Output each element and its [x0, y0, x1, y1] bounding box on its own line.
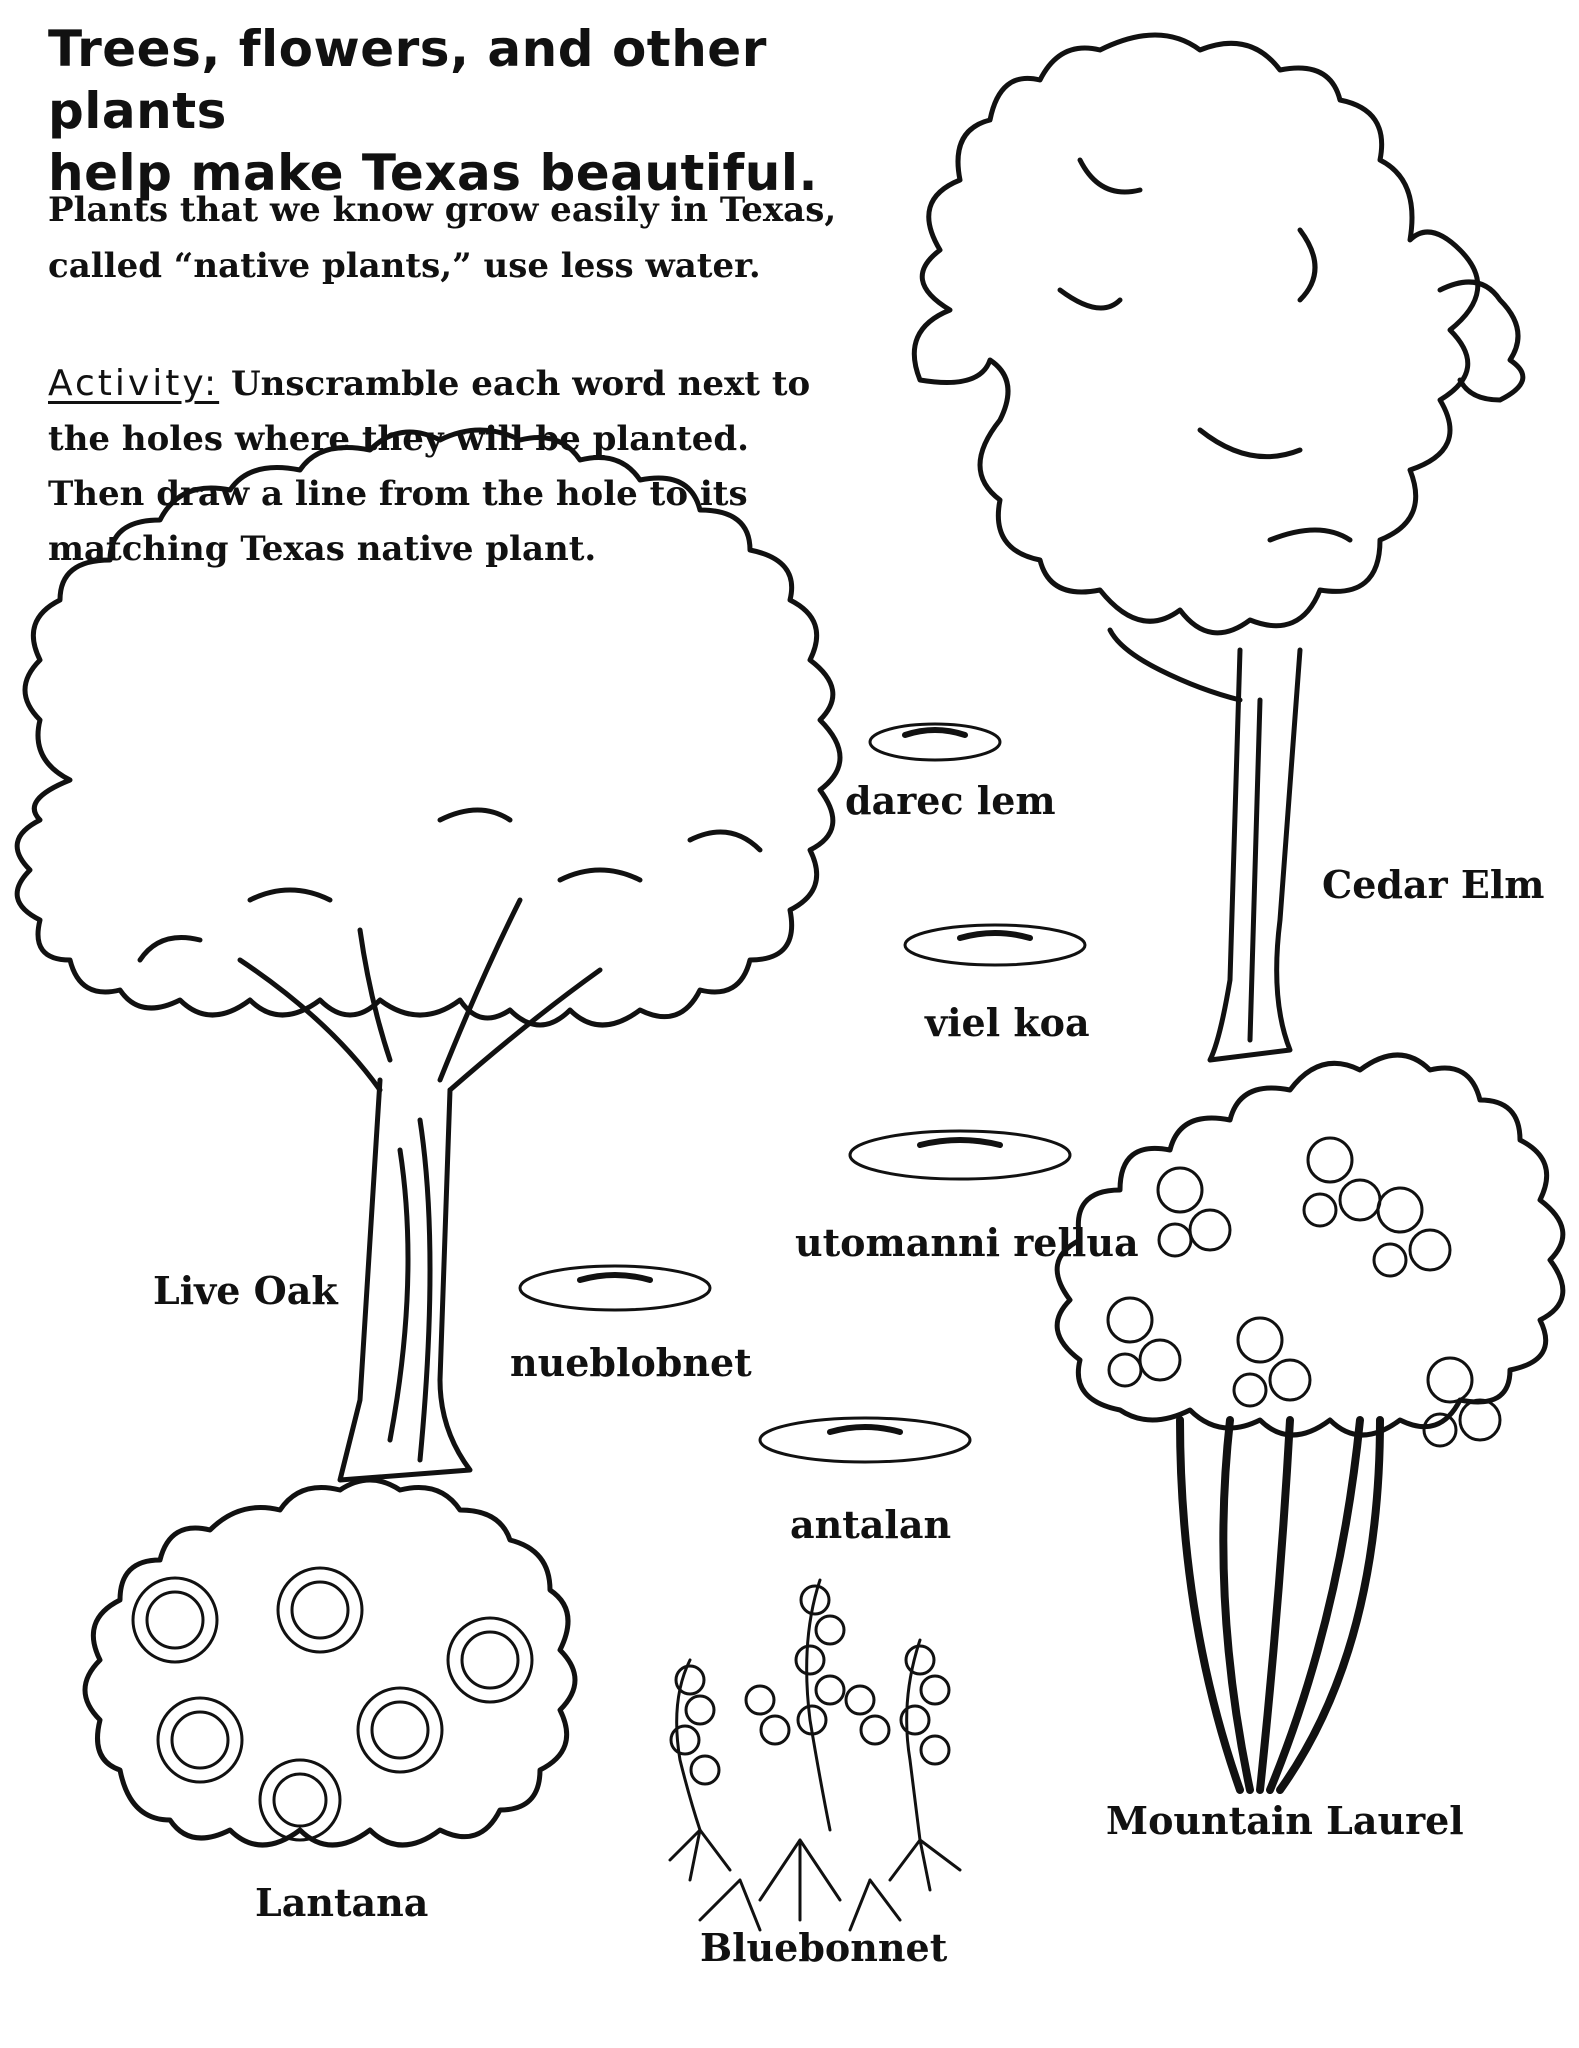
- title-line-2: help make Texas beautiful.: [48, 144, 819, 202]
- activity-text-1: Unscramble each word next to: [230, 364, 811, 404]
- intro-line-2: called “native plants,” use less water.: [48, 246, 761, 286]
- bluebonnet-illustration[interactable]: [670, 1580, 960, 1930]
- scrambled-word-4: nueblobnet: [510, 1340, 752, 1385]
- mountain-laurel-illustration[interactable]: [1057, 1055, 1563, 1790]
- scrambled-word-2: viel koa: [925, 1000, 1090, 1045]
- hole-1[interactable]: [870, 724, 1000, 760]
- plant-label-live-oak: Live Oak: [153, 1268, 338, 1313]
- activity-line-2: the holes where they will be planted.: [48, 419, 749, 459]
- activity-line-3: Then draw a line from the hole to its: [48, 474, 748, 514]
- hole-2[interactable]: [905, 925, 1085, 965]
- scrambled-word-5: antalan: [790, 1502, 952, 1547]
- hole-5[interactable]: [760, 1418, 970, 1462]
- plant-label-cedar-elm: Cedar Elm: [1322, 862, 1545, 907]
- scrambled-word-3: utomanni rellua: [795, 1220, 1139, 1265]
- activity-line-4: matching Texas native plant.: [48, 529, 597, 569]
- plant-label-mountain-laurel: Mountain Laurel: [1106, 1798, 1464, 1843]
- title-line-1: Trees, flowers, and other plants: [48, 20, 767, 140]
- activity-label: Activity:: [48, 363, 220, 404]
- intro-line-1: Plants that we know grow easily in Texas,: [48, 190, 837, 230]
- scrambled-word-1: darec lem: [845, 778, 1056, 823]
- plant-label-bluebonnet: Bluebonnet: [700, 1925, 948, 1970]
- live-oak-tree-illustration[interactable]: [17, 430, 840, 1480]
- lantana-illustration[interactable]: [85, 1480, 575, 1845]
- hole-4[interactable]: [520, 1266, 710, 1310]
- hole-3[interactable]: [850, 1131, 1070, 1179]
- plant-label-lantana: Lantana: [255, 1880, 429, 1925]
